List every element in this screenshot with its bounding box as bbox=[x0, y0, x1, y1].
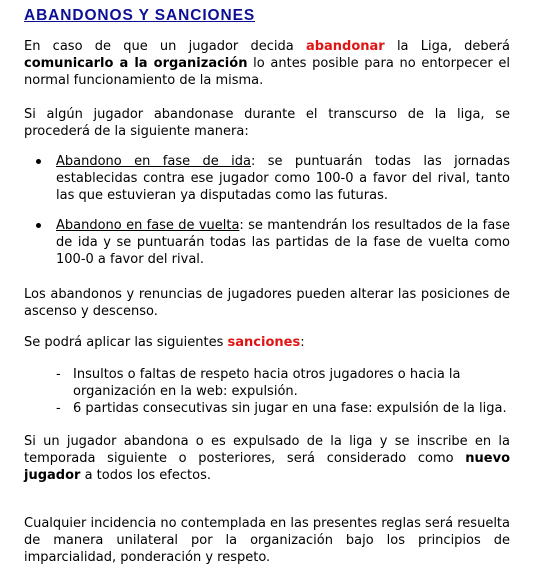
abandon-case-second-leg bbox=[36, 217, 510, 268]
abandon-case-text bbox=[56, 217, 510, 268]
abandon-case-description: : se mantendrán los resultados de la fase de ida y se puntuarán todas las partidas de la fase de vuelta como 100-0 a favor del rival. bbox=[56, 218, 510, 267]
sanction-text: Insultos o faltas de respeto hacia otros jugadores o hacia la organización en la web: expulsión. bbox=[73, 367, 461, 399]
ranking-note-paragraph: Los abandonos y renuncias de jugadores pueden alterar las posiciones de ascenso y descenso. bbox=[24, 287, 510, 319]
sanction-item bbox=[56, 400, 516, 417]
procedure-paragraph: Si algún jugador abandonase durante el transcurso de la liga, se procederá de la siguiente manera: bbox=[24, 107, 510, 139]
rejoin-note-text: Si un jugador abandona o es expulsado de la liga y se inscribe en la temporada siguiente o posteriores, será considerado como bbox=[24, 434, 510, 466]
intro-paragraph bbox=[24, 38, 510, 89]
sanctions-intro-colon: : bbox=[300, 335, 305, 350]
closing-note-paragraph: Cualquier incidencia no contemplada en las presentes reglas será resuelta de manera unilateral por la organización bajo los principios de imparcialidad, ponderación y respeto. bbox=[24, 516, 510, 565]
abandon-case-first-leg bbox=[36, 153, 510, 204]
sanction-text: 6 partidas consecutivas sin jugar en una fase: expulsión de la liga. bbox=[73, 401, 507, 416]
abandon-case-description: : se puntuarán todas las jornadas establecidas contra ese jugador como 100-0 a favor del rival, tanto las que estuvieran ya disputadas como las futuras. bbox=[56, 154, 510, 203]
notify-organization-emphasis: comunicarlo a la organización bbox=[24, 56, 248, 71]
rejoin-note-paragraph bbox=[24, 433, 510, 484]
bullet-icon bbox=[36, 159, 41, 164]
intro-text-3: lo antes posible para no entorpecer el normal funcionamiento de la misma. bbox=[24, 56, 510, 88]
sanction-item bbox=[56, 366, 516, 400]
abandon-keyword: abandonar bbox=[305, 39, 385, 54]
sanctions-keyword: sanciones bbox=[227, 335, 301, 350]
dash-marker: - bbox=[56, 367, 61, 382]
rejoin-note-tail: a todos los efectos. bbox=[80, 468, 211, 483]
sanctions-intro-paragraph bbox=[24, 334, 510, 351]
dash-marker: - bbox=[56, 401, 61, 416]
abandon-case-text bbox=[56, 153, 510, 204]
intro-text-2: la Liga, deberá bbox=[384, 39, 510, 54]
abandon-case-label: Abandono en fase de vuelta bbox=[56, 218, 240, 233]
abandon-case-label: Abandono en fase de ida bbox=[56, 154, 251, 169]
sanctions-intro-text: Se podrá aplicar las siguientes bbox=[24, 335, 228, 350]
intro-text-1: En caso de que un jugador decida bbox=[24, 39, 306, 54]
section-title: ABANDONOS Y SANCIONES bbox=[24, 7, 256, 24]
new-player-emphasis: nuevo jugador bbox=[24, 451, 510, 483]
bullet-icon bbox=[36, 223, 41, 228]
